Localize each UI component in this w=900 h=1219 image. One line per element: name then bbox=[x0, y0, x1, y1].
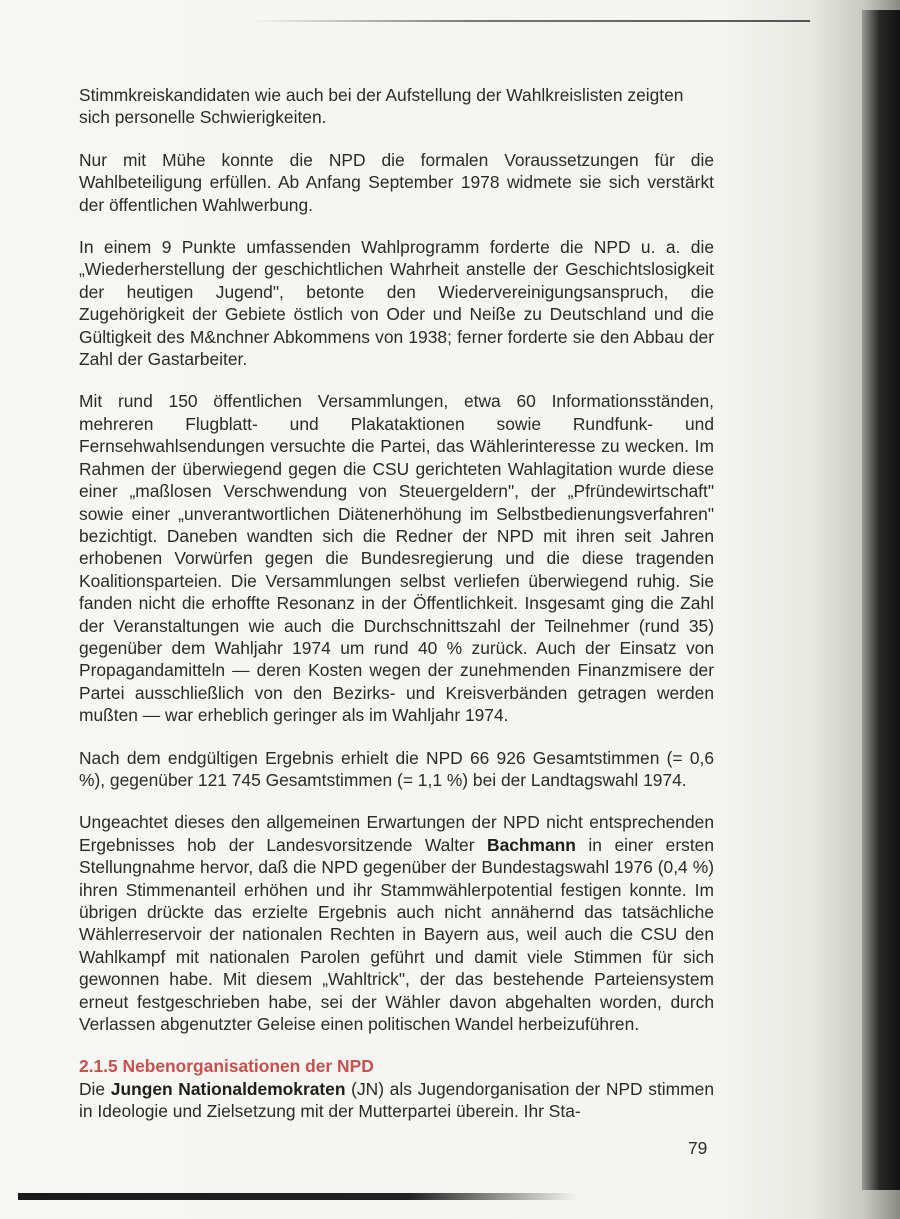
jn-text-start: Die bbox=[79, 1078, 111, 1099]
page-number: 79 bbox=[688, 1138, 708, 1158]
paragraph-junge-nationaldemokraten bbox=[79, 1078, 714, 1123]
paragraph-candidates: Stimmkreiskandidaten wie auch bei der Aufstellung der Wahlkreislisten zeigten sich personelle Schwierigkeiten. bbox=[79, 85, 684, 128]
bottom-edge-bar bbox=[18, 1193, 578, 1200]
section-heading: 2.1.5 Nebenorganisationen der NPD bbox=[79, 1056, 374, 1077]
paragraph-election-program: In einem 9 Punkte umfassenden Wahlprogramm forderte die NPD u. a. die „Wiederherstellung der geschichtlichen Wahrheit anstelle der Geschichtslosigkeit der heutigen Jugend", betonte den Wiedervereinigungsanspruch, die Zugehörigkeit der Gebiete östlich von Oder und Neiße zu Deutschland und die Gültigkeit des M&nchner Abkommens von 1938; ferner forderte sie den Abbau der Zahl der Gastarbeiter. bbox=[79, 237, 714, 370]
name-bachmann: Bachmann bbox=[487, 834, 576, 855]
top-edge-rule bbox=[250, 20, 810, 22]
paragraph-election-result: Nach dem endgültigen Ergebnis erhielt die NPD 66 926 Gesamtstimmen (= 0,6 %), gegenüber 121 745 Gesamtstimmen (= 1,1 %) bei der Landtagswahl 1974. bbox=[79, 747, 714, 790]
paragraph-election-participation: Nur mit Mühe konnte die NPD die formalen Voraussetzungen für die Wahlbeteiligung erfüllen. Ab Anfang September 1978 widmete sie sich verstärkt der öffentlichen Wahlwerbung. bbox=[79, 149, 714, 215]
jn-text-rest: (JN) als Jugendorganisation der NPD stimmen in Ideologie und Zielsetzung mit der Mutterpartei überein. Ihr Sta- bbox=[79, 1078, 714, 1122]
statement-text-start: Ungeachtet dieses den allgemeinen Erwartungen der NPD nicht entsprechenden Ergebnisses hob der Landesvorsitzende Walter bbox=[79, 812, 714, 855]
book-spine-shadow bbox=[862, 10, 900, 1190]
body-text bbox=[79, 84, 714, 1123]
statement-text-rest: in einer ersten Stellungnahme hervor, daß die NPD gegenüber der Bundestagswahl 1976 (0,4 %) ihren Stimmenanteil erhöhen und ihr Stammwählerpotential festigen konnte. Im übrigen drückte das erzielte Ergebnis auch nicht annähernd das tatsächliche Wählerreservoir der nationalen Rechten in Bayern aus, weil auch die CSU den Wahlkampf mit nationalen Parolen geführt und damit viele Stimmen für sich gewonnen habe. Mit diesem „Wahltrick", der das bestehende Parteiensystem erneut festgeschrieben habe, sei der Wähler davon abgehalten worden, durch Verlassen abgenutzter Geleise einen politischen Wandel herbeizuführen. bbox=[79, 834, 715, 1035]
paragraph-bachmann-statement bbox=[79, 811, 714, 1035]
paragraph-campaign-activities: Mit rund 150 öffentlichen Versammlungen, etwa 60 Informationsständen, mehreren Flugblatt- und Plakataktionen sowie Rundfunk- und Fernsehwahlsendungen versuchte die Partei, das Wählerinteresse zu wecken. Im Rahmen der überwiegend gegen die CSU gerichteten Wahlagitation wurde diese einer „maßlosen Verschwendung von Steuergeldern", der „Pfründewirtschaft" sowie einer „unverantwortlichen Diätenerhöhung im Selbstbedienungsverfahren" bezichtigt. Daneben wandten sich die Redner der NPD mit ihren seit Jahren erhobenen Vorwürfen gegen die Bundesregierung und die diese tragenden Koalitionsparteien. Die Versammlungen selbst verliefen überwiegend ruhig. Sie fanden nicht die erhoffte Resonanz in der Öffentlichkeit. Insgesamt ging die Zahl der Veranstaltungen wie auch die Durchschnittszahl der Teilnehmer (rund 35) gegenüber dem Wahljahr 1974 um rund 40 % zurück. Auch der Einsatz von Propagandamitteln — deren Kosten wegen der zunehmenden Finanzmisere der Partei ausschließlich von den Bezirks- und Kreisverbänden getragen werden mußten — war erheblich geringer als im Wahljahr 1974. bbox=[79, 391, 714, 726]
name-junge-nationaldemokraten: Jungen Nationaldemokraten bbox=[110, 1078, 346, 1099]
